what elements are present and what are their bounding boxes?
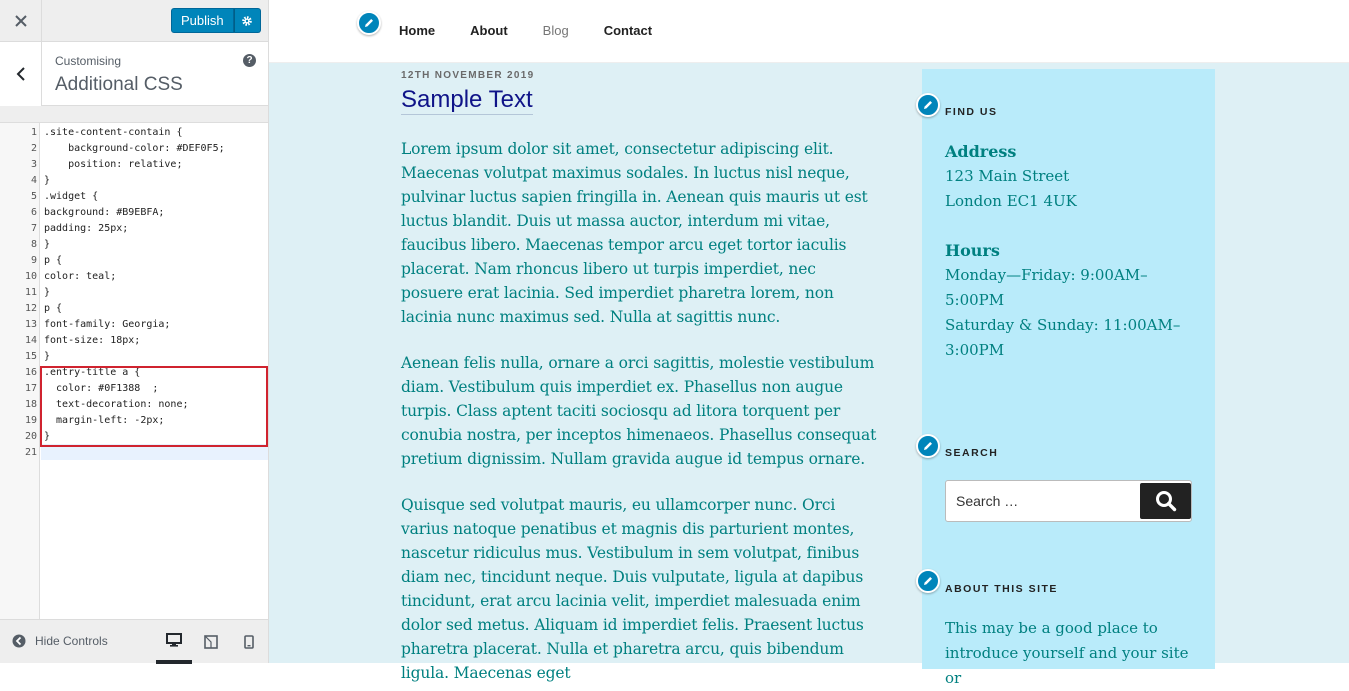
about-text-line: This may be a good place to xyxy=(945,619,1158,637)
line-number: 12 xyxy=(24,303,37,314)
code-line[interactable]: p { xyxy=(44,303,63,314)
pencil-icon xyxy=(363,17,375,29)
search-form xyxy=(945,480,1192,522)
post-paragraph: Lorem ipsum dolor sit amet, consectetur adipiscing elit. Maecenas volutpat maximus sodales. In luctus nisl neque, pulvinar luctus sapien fringilla in. Aenean quis mauris ut est luctus blandit. Duis ut massa auctor, interdum mi vitae, faucibus libero. Maecenas tempor arcu eget tortor iaculis placerat. Nam rhoncus libero ut turpis imperdiet, nec posuere erat lacinia. Sed imperdiet pharetra lorem, non lacinia nunc maximus sed. Nulla at sagittis nunc. xyxy=(401,140,868,326)
code-line[interactable]: font-size: 18px; xyxy=(44,335,141,346)
line-number: 3 xyxy=(30,159,37,170)
code-line[interactable]: } xyxy=(44,351,51,362)
line-number: 10 xyxy=(24,271,37,282)
breadcrumb: Customising xyxy=(55,54,122,68)
top-navigation xyxy=(269,0,1349,63)
code-line[interactable]: position: relative; xyxy=(44,159,183,170)
panel-footer xyxy=(0,619,268,663)
code-line[interactable]: } xyxy=(44,175,51,186)
hours-line: Saturday & Sunday: 11:00AM– xyxy=(945,316,1181,334)
code-line[interactable]: .entry-title a { xyxy=(44,367,141,378)
edit-menu-shortcut[interactable] xyxy=(357,11,381,35)
line-number: 18 xyxy=(24,399,37,410)
line-number: 21 xyxy=(24,447,37,458)
nav-contact[interactable]: Contact xyxy=(603,23,653,38)
css-code-editor[interactable] xyxy=(0,122,268,619)
main-menu xyxy=(399,23,687,38)
line-number: 8 xyxy=(30,239,37,250)
edit-widget-shortcut[interactable] xyxy=(916,93,940,117)
site-preview xyxy=(269,0,1349,687)
hide-controls-button[interactable] xyxy=(12,634,108,648)
line-number: 7 xyxy=(30,223,37,234)
desktop-icon xyxy=(166,633,182,647)
line-number: 15 xyxy=(24,351,37,362)
code-line[interactable]: .widget { xyxy=(44,191,99,202)
pencil-icon xyxy=(922,99,934,111)
line-number: 20 xyxy=(24,431,37,442)
mobile-icon xyxy=(244,635,254,649)
post-paragraph: Aenean felis nulla, ornare a orci sagittis, molestie vestibulum diam. Vestibulum quis imperdiet ex. Phasellus non augue turpis. Class aptent taciti sociosqu ad litora torquent per conubia nostra, per inceptos himenaeos. Phasellus consequat pretium dignissim. Nullam gravida augue id tempus ornare. xyxy=(401,354,877,468)
edit-widget-shortcut[interactable] xyxy=(916,569,940,593)
line-number: 4 xyxy=(30,175,37,186)
panel-header xyxy=(0,0,268,42)
preview-mobile-button[interactable] xyxy=(231,620,267,664)
code-line[interactable]: color: #0F1388 ; xyxy=(44,383,159,394)
code-line[interactable]: text-decoration: none; xyxy=(44,399,189,410)
publish-settings-button[interactable] xyxy=(234,8,261,33)
highlight-annotation-box xyxy=(40,366,268,447)
publish-group xyxy=(171,8,261,33)
address-line: 123 Main Street xyxy=(945,167,1070,185)
pencil-icon xyxy=(922,440,934,452)
nav-blog[interactable]: Blog xyxy=(542,23,569,38)
code-line[interactable]: p { xyxy=(44,255,63,266)
widget-title-search: SEARCH xyxy=(945,447,999,459)
post-article xyxy=(401,70,881,685)
address-heading: Address xyxy=(945,142,1017,161)
line-number: 2 xyxy=(30,143,37,154)
hours-line: Monday—Friday: 9:00AM– xyxy=(945,266,1148,284)
line-number: 9 xyxy=(30,255,37,266)
code-line[interactable]: font-family: Georgia; xyxy=(44,319,171,330)
preview-tablet-button[interactable] xyxy=(193,620,229,664)
line-number: 6 xyxy=(30,207,37,218)
post-date[interactable]: 12TH NOVEMBER 2019 xyxy=(401,70,535,81)
code-line[interactable]: margin-left: -2px; xyxy=(44,415,165,426)
entry-title-link[interactable]: Sample Text xyxy=(401,86,533,113)
search-input[interactable] xyxy=(946,481,1140,521)
gear-icon xyxy=(241,15,253,27)
chevron-left-icon xyxy=(16,67,26,81)
search-icon xyxy=(1155,490,1177,512)
pencil-icon xyxy=(922,575,934,587)
back-button[interactable] xyxy=(0,42,42,106)
line-number: 11 xyxy=(24,287,37,298)
hours-line: 3:00PM xyxy=(945,341,1005,359)
collapse-icon xyxy=(12,634,26,648)
nav-about[interactable]: About xyxy=(470,23,508,38)
widget-title-find-us: FIND US xyxy=(945,106,998,118)
hours-line: 5:00PM xyxy=(945,291,1005,309)
code-line[interactable]: background-color: #DEF0F5; xyxy=(44,143,225,154)
close-icon xyxy=(15,15,27,27)
line-number: 5 xyxy=(30,191,37,202)
hide-controls-label: Hide Controls xyxy=(35,634,108,648)
post-paragraph: Quisque sed volutpat mauris, eu ullamcorper nunc. Orci varius natoque penatibus et magnis dis parturient montes, nascetur ridiculus mus. Vestibulum in sem volutpat, finibus diam nec, tincidunt neque. Duis vulputate, ligula at dapibus tincidunt, erat arcu lacinia velit, imperdiet malesuada enim dolor sed metus. Aliquam id imperdiet felis. Praesent luctus pharetra placerat. Nulla et pharetra arcu, quis bibendum ligula. Maecenas eget xyxy=(401,496,864,682)
line-number: 1 xyxy=(30,127,37,138)
widget-sidebar xyxy=(922,69,1215,687)
section-title: Additional CSS xyxy=(55,74,183,95)
line-number: 19 xyxy=(24,415,37,426)
line-number: 14 xyxy=(24,335,37,346)
section-title-bar xyxy=(0,42,268,106)
code-line[interactable]: padding: 25px; xyxy=(44,223,129,234)
code-line[interactable]: } xyxy=(44,239,51,250)
about-text-line: introduce yourself and your site or xyxy=(945,644,1189,687)
widget-title-about: ABOUT THIS SITE xyxy=(945,583,1058,595)
tablet-icon xyxy=(204,635,218,649)
address-line: London EC1 4UK xyxy=(945,192,1077,210)
edit-widget-shortcut[interactable] xyxy=(916,434,940,458)
code-line[interactable]: } xyxy=(44,431,51,442)
nav-home[interactable]: Home xyxy=(399,23,436,38)
code-line[interactable]: color: teal; xyxy=(44,271,117,282)
publish-button[interactable]: Publish xyxy=(171,8,234,33)
preview-desktop-button[interactable] xyxy=(156,620,192,664)
code-line[interactable]: .site-content-contain { xyxy=(44,127,183,138)
search-submit-button[interactable] xyxy=(1140,483,1191,519)
code-line[interactable]: } xyxy=(44,287,51,298)
hours-heading: Hours xyxy=(945,241,1000,260)
line-number: 16 xyxy=(24,367,37,378)
help-icon[interactable]: ? xyxy=(243,54,256,67)
code-line[interactable]: background: #B9EBFA; xyxy=(44,207,165,218)
customizer-panel xyxy=(0,0,269,663)
line-number: 13 xyxy=(24,319,37,330)
close-customizer-button[interactable] xyxy=(0,0,42,42)
line-number-gutter xyxy=(0,123,40,620)
line-number: 17 xyxy=(24,383,37,394)
